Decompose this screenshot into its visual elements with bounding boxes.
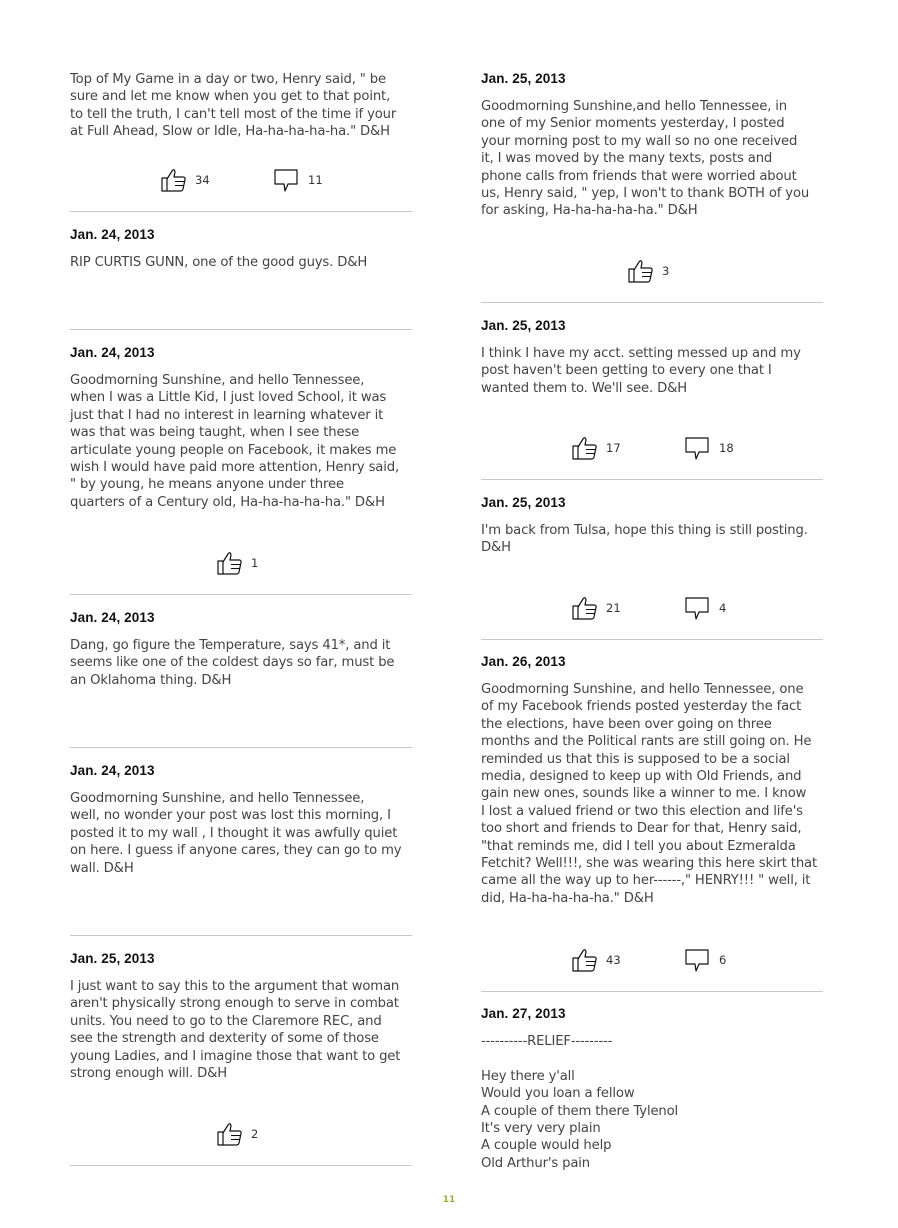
thumbs-up-icon xyxy=(216,550,244,576)
like-count: 43 xyxy=(606,953,621,967)
post xyxy=(70,951,412,1082)
page-number: 11 xyxy=(442,1195,456,1205)
post-date: Jan. 25, 2013 xyxy=(481,71,566,86)
post xyxy=(70,71,412,141)
thumbs-up-icon xyxy=(571,435,599,461)
divider xyxy=(481,991,823,992)
thumbs-up-icon xyxy=(571,595,599,621)
divider xyxy=(70,1165,412,1166)
thumbs-up-icon xyxy=(160,167,188,193)
post-text: ----------RELIEF--------- Hey there y'all Would you loan a fellow A couple of them there Tylenol It's very very plain A couple would help Old Arthur's pain xyxy=(481,1034,679,1171)
post-date: Jan. 24, 2013 xyxy=(70,227,155,242)
post-text: Goodmorning Sunshine, and hello Tennessee, well, no wonder your post was lost this morning, I posted it to my wall , I thought it was awfully quiet on here. I guess if anyone cares, they can go to my wall. D&H xyxy=(70,791,402,876)
post xyxy=(481,654,823,907)
post-reactions xyxy=(481,258,823,284)
post-date: Jan. 27, 2013 xyxy=(481,1006,566,1021)
thumbs-up-icon xyxy=(216,1121,244,1147)
post-text: Goodmorning Sunshine,and hello Tennessee, in one of my Senior moments yesterday, I posted your morning post to my wall so no one received it, I was moved by the many texts, posts and phone calls from friends that were worried about us, Henry said, " yep, I won't to thank BOTH of you for asking, Ha-ha-ha-ha-ha." D&H xyxy=(481,99,810,219)
divider xyxy=(481,639,823,640)
divider xyxy=(481,302,823,303)
thumbs-up-icon xyxy=(571,947,599,973)
post-date: Jan. 24, 2013 xyxy=(70,610,155,625)
post-text: Goodmorning Sunshine, and hello Tennessee, one of my Facebook friends posted yesterday the fact the elections, have been over going on three months and the Political rants are still going on. He reminded us that this is supposed to be a social media, designed to keep up with Old Friends, and gain new ones, sounds like a winner to me. I know I lost a valued friend or two this election and life's too short and friends to Dear for that, Henry said, "that reminds me, did I tell you about Ezmeralda Fetchit? Well!!!, she was wearing this here skirt that came all the way up to her------," HENRY!!! " well, it did, Ha-ha-ha-ha-ha." D&H xyxy=(481,682,817,906)
divider xyxy=(70,329,412,330)
divider xyxy=(70,211,412,212)
post-reactions xyxy=(481,595,823,621)
post-reactions xyxy=(70,1121,412,1147)
divider xyxy=(70,935,412,936)
like-count: 1 xyxy=(251,556,259,570)
post-text: Goodmorning Sunshine, and hello Tennessee, when I was a Little Kid, I just loved School, it was just that I had no interest in learning whatever it was that was being taught, when I see these articulate young people on Facebook, it makes me wish I would have paid more attention, Henry said, " by young, he means anyone under three quarters of a Century old, Ha-ha-ha-ha-ha." D&H xyxy=(70,373,399,510)
post-text: I just want to say this to the argument that woman aren't physically strong enough to serve in combat units. You need to go to the Claremore REC, and see the strength and dexterity of some of those young Ladies, and I imagine those that want to get strong enough will. D&H xyxy=(70,979,401,1082)
post-text: Top of My Game in a day or two, Henry said, " be sure and let me know when you get to that point, to tell the truth, I can't tell most of the time if your at Full Ahead, Slow or Idle, Ha-ha-ha-ha-ha." D&H xyxy=(70,72,397,140)
post-text: I think I have my acct. setting messed up and my post haven't been getting to every one that I wanted them to. We'll see. D&H xyxy=(481,346,801,396)
post-date: Jan. 25, 2013 xyxy=(481,495,566,510)
post-text: Dang, go figure the Temperature, says 41*, and it seems like one of the coldest days so far, must be an Oklahoma thing. D&H xyxy=(70,638,395,688)
divider xyxy=(70,594,412,595)
post-date: Jan. 24, 2013 xyxy=(70,345,155,360)
comment-count: 4 xyxy=(719,601,727,615)
post-date: Jan. 25, 2013 xyxy=(70,951,155,966)
speech-bubble-icon xyxy=(684,595,712,621)
speech-bubble-icon xyxy=(684,435,712,461)
post xyxy=(481,318,823,397)
post-text: I'm back from Tulsa, hope this thing is still posting. D&H xyxy=(481,523,808,556)
like-count: 2 xyxy=(251,1127,259,1141)
divider xyxy=(70,747,412,748)
post xyxy=(70,345,412,511)
post-date: Jan. 25, 2013 xyxy=(481,318,566,333)
post-reactions xyxy=(70,550,412,576)
comment-count: 11 xyxy=(308,173,323,187)
like-count: 17 xyxy=(606,441,621,455)
like-count: 21 xyxy=(606,601,621,615)
post-date: Jan. 24, 2013 xyxy=(70,763,155,778)
speech-bubble-icon xyxy=(684,947,712,973)
post-date: Jan. 26, 2013 xyxy=(481,654,566,669)
thumbs-up-icon xyxy=(627,258,655,284)
post xyxy=(481,495,823,557)
post-reactions xyxy=(481,947,823,973)
post-text: RIP CURTIS GUNN, one of the good guys. D&H xyxy=(70,255,368,270)
post-reactions xyxy=(70,167,412,193)
speech-bubble-icon xyxy=(273,167,301,193)
like-count: 34 xyxy=(195,173,210,187)
comment-count: 18 xyxy=(719,441,734,455)
comment-count: 6 xyxy=(719,953,727,967)
post-reactions xyxy=(481,435,823,461)
post xyxy=(481,71,823,220)
divider xyxy=(481,479,823,480)
post xyxy=(481,1006,823,1172)
post xyxy=(70,610,412,689)
post xyxy=(70,227,412,271)
like-count: 3 xyxy=(662,264,670,278)
post xyxy=(70,763,412,877)
